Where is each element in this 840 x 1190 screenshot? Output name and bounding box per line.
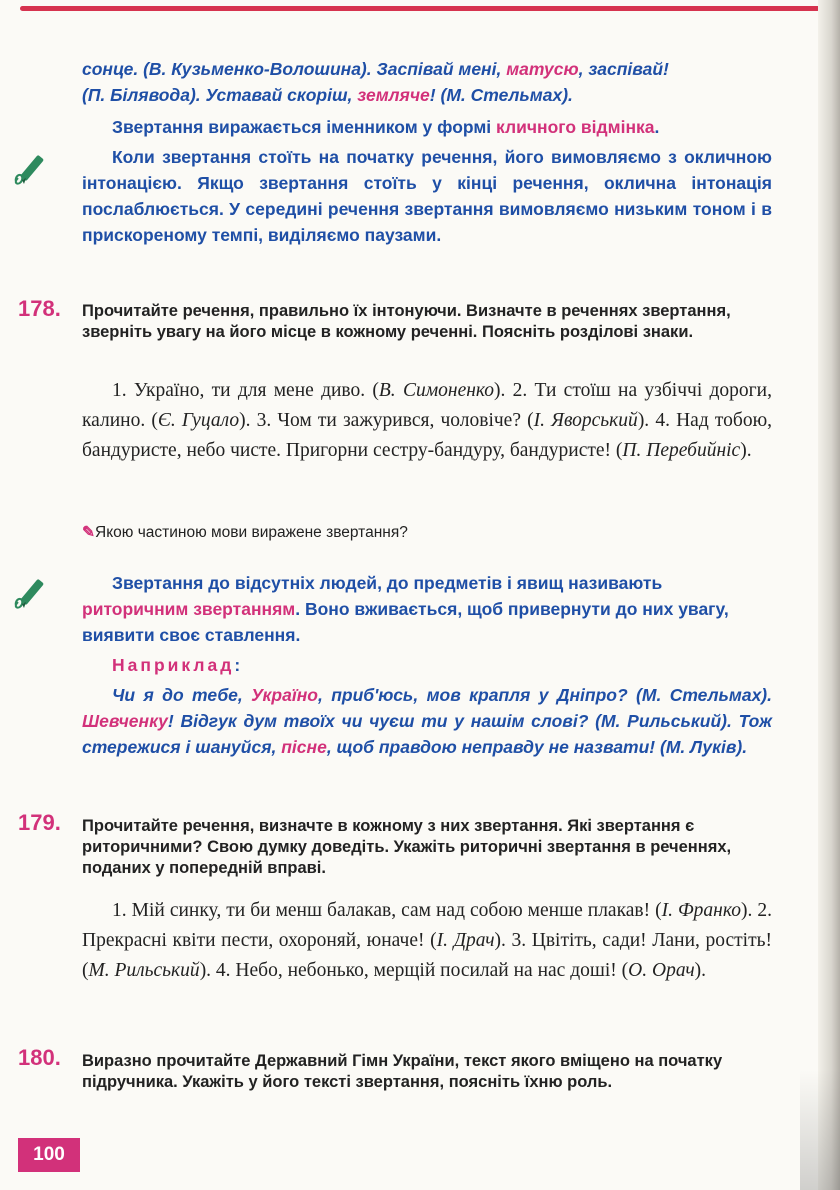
author: О. Орач (628, 960, 695, 981)
task-text: Прочитайте речення, правильно їх інтонуючи. Визначте в реченнях звертання, зверніть увагу на його місце в кожному реченні. Поясніть розділові знаки. (82, 302, 731, 341)
highlight: риторичним звертанням (82, 599, 296, 619)
text: 1. Мій синку, ти би менш балакав, сам над собою менше плакав! ( (112, 900, 662, 921)
text: Звертання виражається іменником у формі (112, 117, 497, 137)
text: Чи я до тебе, (112, 685, 252, 705)
highlight: Україно (251, 685, 318, 705)
exercise-number: 179. (18, 810, 61, 835)
author: Є. Гуцало (157, 410, 240, 431)
highlight: матусю (506, 59, 579, 79)
highlight: Шевченку (82, 711, 168, 731)
text: , щоб правдою неправду не назвати! (М. Луків). (326, 737, 748, 757)
example-text (82, 682, 772, 760)
highlight: кличного відмінка (496, 117, 655, 137)
exercise-task (82, 816, 772, 879)
exercise-number: 178. (18, 296, 61, 321)
text: ). (694, 960, 707, 981)
text: , заспівай! (578, 59, 669, 79)
example-label-line (82, 652, 772, 678)
author: І. Яворський (533, 410, 638, 431)
text: (П. Білявода). Уставай скоріш, (82, 85, 358, 105)
highlight: земляче (357, 85, 430, 105)
text: ). (740, 440, 752, 461)
text: ! (М. Стельмах). (429, 85, 573, 105)
exercise-sentences (82, 376, 772, 466)
text: 1. Україно, ти для мене диво. ( (112, 380, 379, 401)
text: ). 4. Небо, небонько, мерщій посилай на нас доші! ( (199, 960, 629, 981)
pen-icon (12, 148, 56, 192)
task-text: Прочитайте речення, визначте в кожному з них звертання. Які звертання є риторичними? Свою думку доведіть. Укажіть риторичні звертання в реченнях, поданих у попередній вправі. (82, 817, 732, 877)
text: ! Відгук дум твоїх чи чуєш ти у нашім слові? (М. Рильський). Тож стережися і шануйся, (82, 711, 772, 757)
author: М. Рильський (88, 960, 200, 981)
rule-vocative (82, 114, 772, 140)
exercise-task (82, 301, 772, 343)
pencil-icon: ✎ (82, 524, 95, 541)
pen-icon (12, 572, 56, 616)
rule-text: Коли звертання стоїть на початку речення, його вимовляємо з окличною інтонацією. Якщо звертання стоїть у кінці речення, оклична інтонація послаблюється. У середині речення звертання вимовляємо низьким тоном і в прискореному темпі, виділяємо паузами. (82, 147, 772, 245)
intro-line-1 (82, 56, 772, 82)
exercise-sentences (82, 896, 772, 986)
question (82, 523, 408, 542)
text: : (234, 655, 241, 675)
task-text: Виразно прочитайте Державний Гімн України, текст якого вміщено на початку підручника. Укажіть у його тексті звертання, поясніть їхню роль. (82, 1052, 723, 1091)
text: сонце. (В. Кузьменко-Волошина). Заспівай мені, (82, 59, 507, 79)
question-text: Якою частиною мови виражене звертання? (95, 524, 408, 541)
intro-examples (82, 56, 772, 108)
author: І. Франко (661, 900, 741, 921)
example-label: Наприклад (112, 655, 235, 675)
page-number: 100 (18, 1138, 80, 1172)
text: ). 2. Прекрасні квіти пести, охороняй, юначе! ( (82, 900, 773, 951)
text: . Воно вживається, щоб привернути до них увагу, виявити своє ставлення. (82, 599, 729, 645)
text: ). 4. Над тобою, бандуристе, небо чисте. Пригорни сестру-бандуру, бандуристе! ( (82, 410, 773, 461)
text: . (654, 117, 660, 137)
text: ). 2. Ти стоїш на узбіччі дороги, калино. ( (82, 380, 772, 431)
exercise-number: 180. (18, 1045, 61, 1070)
rule-rhetorical (82, 570, 772, 648)
text: ). 3. Цвітіть, сади! Лани, ростіть! ( (82, 930, 773, 981)
intro-line-2 (82, 82, 772, 108)
exercise-task (82, 1051, 772, 1093)
author: П. Перебийніс (622, 440, 741, 461)
rule-intonation (82, 144, 772, 248)
text: , приб'юсь, мов крапля у Дніпро? (М. Стельмах). (317, 685, 772, 705)
text: ). 3. Чом ти зажурився, чоловіче? ( (239, 410, 534, 431)
author: В. Симоненко (378, 380, 495, 401)
highlight: пісне (281, 737, 327, 757)
text: Звертання до відсутніх людей, до предметів і явищ називають (112, 573, 663, 593)
author: І. Драч (436, 930, 495, 951)
